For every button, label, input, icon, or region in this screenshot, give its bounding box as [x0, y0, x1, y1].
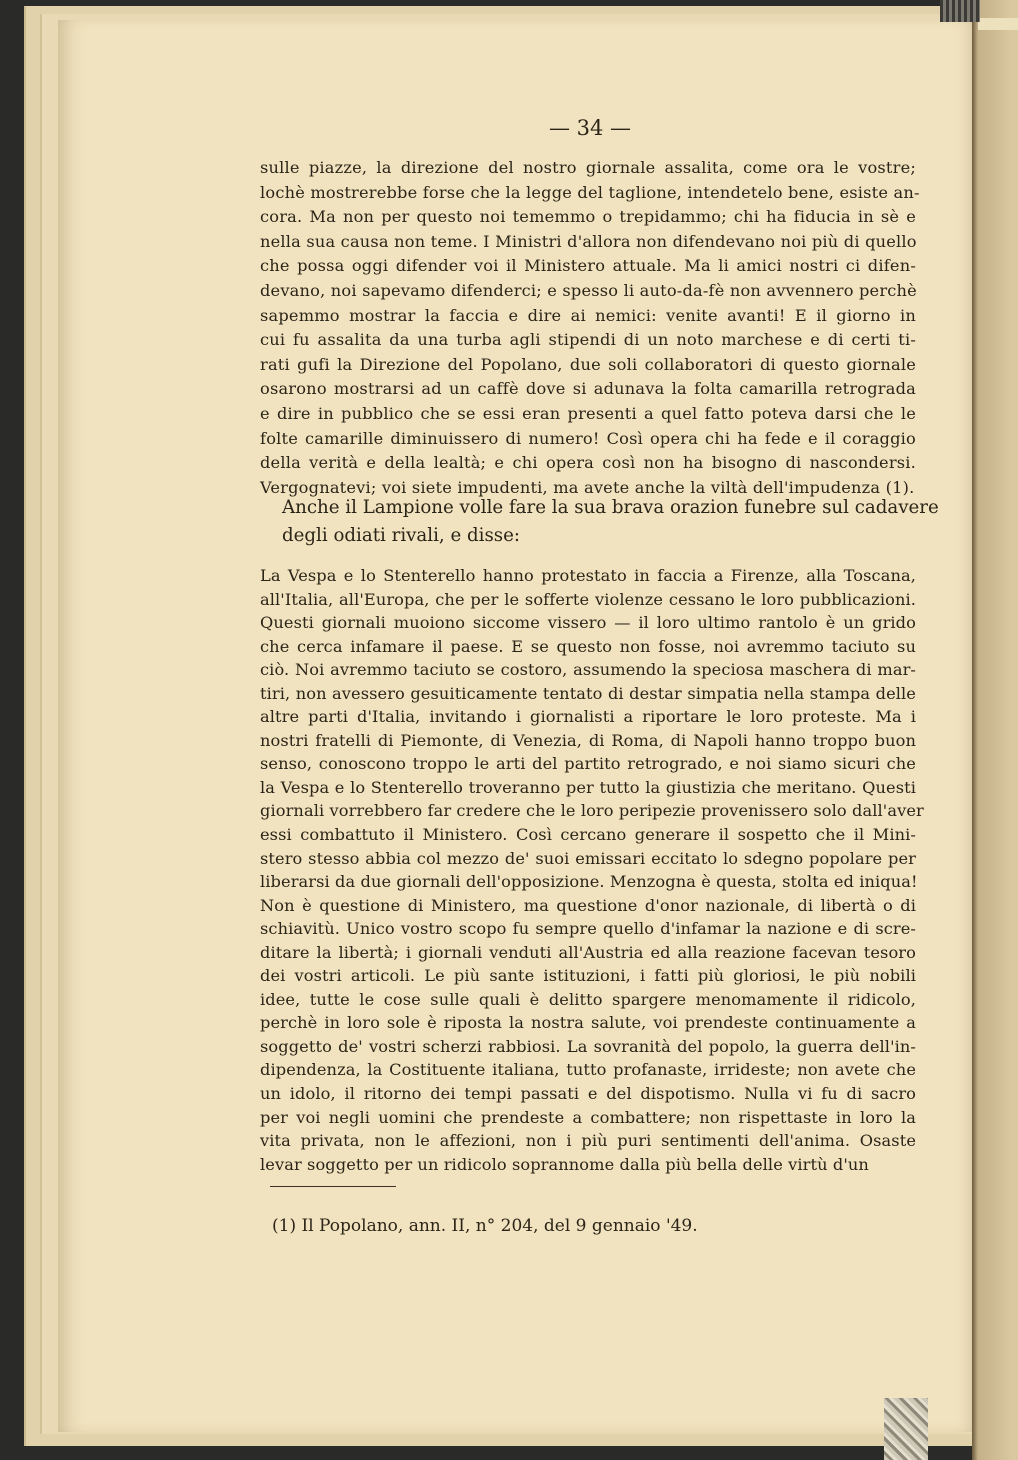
text-line: degli odiati rivali, e disse: — [282, 525, 521, 546]
text-line: nella sua causa non teme. I Ministri d'allora non difendevano noi più di quello — [260, 231, 917, 251]
paragraph-2 — [282, 494, 939, 550]
text-line: osarono mostrarsi ad un caffè dove si adunava la folta camarilla retrograda — [260, 379, 916, 399]
paragraph-3-quotation — [260, 564, 924, 1176]
text-line: vita privata, non le affezioni, non i più puri sentimenti dell'anima. Osaste — [260, 1131, 916, 1151]
text-line: la Vespa e lo Stenterello troveranno per tutto la giustizia che meritano. Questi — [260, 777, 916, 797]
text-line: per voi negli uomini che prendeste a combattere; non rispettaste in loro la — [260, 1107, 916, 1127]
text-line: levar soggetto per un ridicolo soprannome dalla più bella delle virtù d'un — [260, 1154, 869, 1174]
text-line: perchè in loro sole è riposta la nostra salute, voi prendeste continuamente a — [260, 1013, 916, 1033]
text-line: ditare la libertà; i giornali venduti all'Austria ed alla reazione facevan tesoro — [260, 942, 916, 962]
text-line: della verità e della lealtà; e chi opera così non ha bisogno di nascondersi. — [260, 453, 916, 473]
text-line: ciò. Noi avremmo taciuto se costoro, assumendo la speciosa maschera di mar- — [260, 660, 916, 680]
paragraph-1 — [260, 156, 920, 500]
text-line: stero stesso abbia col mezzo de' suoi emissari eccitato lo sdegno popolare per — [260, 848, 916, 868]
text-line: devano, noi sapevamo difenderci; e spesso li auto-da-fè non avvennero perchè — [260, 280, 917, 300]
text-line: Non è questione di Ministero, ma questione d'onor nazionale, di libertà o di — [260, 895, 916, 915]
text-line: e dire in pubblico che se essi eran presenti a quel fatto poteva darsi che le — [260, 403, 916, 423]
text-line: sapemmo mostrar la faccia e dire ai nemici: venite avanti! E il giorno in — [260, 305, 916, 325]
text-line: liberarsi da due giornali dell'opposizione. Menzogna è questa, stolta ed iniqua! — [260, 872, 918, 892]
text-line: soggetto de' vostri scherzi rabbiosi. La sovranità del popolo, la guerra dell'in- — [260, 1036, 916, 1056]
text-line: senso, conoscono troppo le arti del partito retrogrado, e noi siamo sicuri che — [260, 754, 916, 774]
next-page-edge — [972, 0, 1018, 1460]
text-line: Vergognatevi; voi siete impudenti, ma avete anche la viltà dell'impudenza (1). — [260, 477, 915, 497]
text-line: schiavitù. Unico vostro scopo fu sempre quello d'infamar la nazione e di scre- — [260, 919, 916, 939]
text-line: sulle piazze, la direzione del nostro giornale assalita, come ora le vostre; — [260, 158, 916, 177]
text-line: dipendenza, la Costituente italiana, tutto profanaste, irrideste; non avete che — [260, 1060, 916, 1080]
text-line: dei vostri articoli. Le più sante istituzioni, i fatti più gloriosi, le più nobili — [260, 966, 916, 986]
page-number: — 34 — — [548, 116, 632, 140]
text-line: essi combattuto il Ministero. Così cercano generare il sospetto che il Mini- — [260, 825, 916, 845]
text-line: che cerca infamare il paese. E se questo non fosse, noi avremmo taciuto su — [260, 636, 916, 656]
text-line: cui fu assalita da una turba agli stipendi di un noto marchese e di certi ti- — [260, 330, 916, 350]
text-line: giornali vorrebbero far credere che le loro peripezie provenissero solo dall'aver — [260, 801, 924, 821]
text-line: lochè mostrerebbe forse che la legge del taglione, intendetelo bene, esiste an- — [260, 182, 920, 202]
text-line: folte camarille diminuissero di numero! Così opera chi ha fede e il coraggio — [260, 428, 916, 448]
text-line: che possa oggi difender voi il Ministero attuale. Ma li amici nostri ci difen- — [260, 256, 916, 276]
text-line: Anche il Lampione volle fare la sua brava orazion funebre sul cadavere — [282, 497, 939, 518]
binding-cloth-bottom — [884, 1398, 928, 1460]
text-line: un idolo, il ritorno dei tempi passati e del dispotismo. Nulla vi fu di sacro — [260, 1084, 916, 1104]
text-line: idee, tutte le cose sulle quali è delitto spargere menomamente il ridicolo, — [260, 989, 916, 1009]
text-line: cora. Ma non per questo noi tememmo o trepidammo; chi ha fiducia in sè e — [260, 207, 916, 227]
text-line: La Vespa e lo Stenterello hanno protestato in faccia a Firenze, alla Toscana, — [260, 566, 916, 585]
text-line: all'Italia, all'Europa, che per le sofferte violenze cessano le loro pubblicazioni. — [260, 589, 916, 609]
text-line: Questi giornali muoiono siccome vissero — il loro ultimo rantolo è un grido — [260, 613, 916, 633]
binding-cloth-top — [940, 0, 980, 22]
footnote-rule — [270, 1186, 396, 1187]
text-line: nostri fratelli di Piemonte, di Venezia, di Roma, di Napoli hanno troppo buon — [260, 730, 916, 750]
text-line: tiri, non avessero gesuiticamente tentato di destar simpatia nella stampa delle — [260, 683, 916, 703]
text-line: altre parti d'Italia, invitando i giornalisti a riportare le loro proteste. Ma i — [260, 707, 916, 727]
text-line: rati gufi la Direzione del Popolano, due soli collaboratori di questo giornale — [260, 354, 916, 374]
footnote: (1) Il Popolano, ann. II, n° 204, del 9 gennaio '49. — [272, 1216, 698, 1236]
